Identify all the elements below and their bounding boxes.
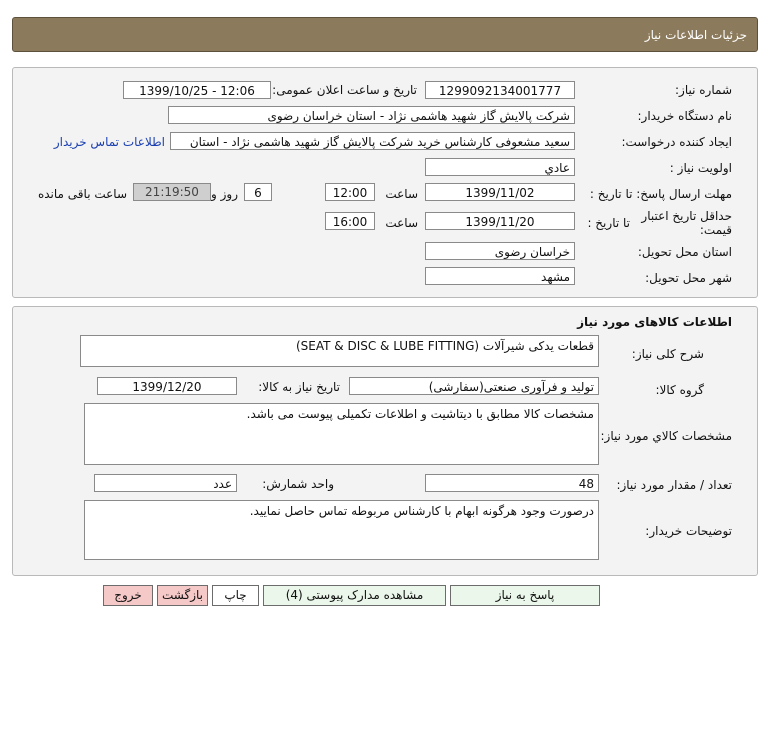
buyer-notes-field: درصورت وجود هرگونه ابهام با کارشناس مربوطه تماس حاصل نمایید. bbox=[84, 500, 599, 560]
goods-group-field: تولید و فرآوری صنعتی(سفارشی) bbox=[349, 377, 599, 395]
reply-button[interactable]: پاسخ به نیاز bbox=[450, 585, 600, 606]
province-field: خراسان رضوی bbox=[425, 242, 575, 260]
days-label: روز و bbox=[211, 187, 238, 201]
unit-field: عدد bbox=[94, 474, 237, 492]
goods-spec-label: مشخصات کالاي مورد نیاز: bbox=[600, 429, 732, 443]
unit-label: واحد شمارش: bbox=[262, 477, 334, 491]
goods-section-title: اطلاعات کالاهای مورد نیاز bbox=[577, 315, 732, 329]
quantity-label: تعداد / مقدار مورد نیاز: bbox=[616, 478, 732, 492]
deadline-time-field: 12:00 bbox=[325, 183, 375, 201]
need-desc-field: قطعات یدکی شیرآلات (SEAT & DISC & LUBE FITTING) bbox=[80, 335, 599, 367]
announce-label: تاریخ و ساعت اعلان عمومی: bbox=[272, 83, 417, 97]
validity-date-field: 1399/11/20 bbox=[425, 212, 575, 230]
province-label: استان محل تحویل: bbox=[637, 245, 732, 259]
days-remaining-field: 6 bbox=[244, 183, 272, 201]
buyer-org-field: شرکت پالایش گاز شهید هاشمی نژاد - استان خراسان رضوی bbox=[168, 106, 575, 124]
remaining-label: ساعت باقی مانده bbox=[37, 187, 127, 201]
buyer-contact-link[interactable]: اطلاعات تماس خریدار bbox=[53, 135, 165, 149]
priority-label: اولویت نیاز : bbox=[669, 161, 732, 175]
city-field: مشهد bbox=[425, 267, 575, 285]
validity-label: حداقل تاریخ اعتبار قیمت: bbox=[641, 209, 732, 237]
print-button[interactable]: چاپ bbox=[212, 585, 259, 606]
need-info-panel bbox=[12, 67, 758, 298]
need-date-label: تاریخ نیاز به کالا: bbox=[258, 380, 340, 394]
deadline-label: مهلت ارسال پاسخ: تا تاریخ : bbox=[589, 187, 732, 201]
priority-field: عادي bbox=[425, 158, 575, 176]
back-button[interactable]: بازگشت bbox=[157, 585, 208, 606]
validity-time-label: ساعت bbox=[385, 216, 418, 230]
city-label: شهر محل تحویل: bbox=[645, 271, 732, 285]
need-number-field: 1299092134001777 bbox=[425, 81, 575, 99]
need-date-field: 1399/12/20 bbox=[97, 377, 237, 395]
view-attachments-button[interactable]: مشاهده مدارک پیوستی (4) bbox=[263, 585, 446, 606]
remaining-time-field: 21:19:50 bbox=[133, 183, 211, 201]
announce-field: 1399/10/25 - 12:06 bbox=[123, 81, 271, 99]
deadline-time-label: ساعت bbox=[385, 187, 418, 201]
quantity-field: 48 bbox=[425, 474, 599, 492]
goods-spec-field: مشخصات کالا مطابق با دیتاشیت و اطلاعات تکمیلی پیوست می باشد. bbox=[84, 403, 599, 465]
requester-label: ایجاد کننده درخواست: bbox=[621, 135, 732, 149]
page-title: جزئیات اطلاعات نیاز bbox=[644, 28, 747, 42]
need-number-label: شماره نیاز: bbox=[675, 83, 732, 97]
need-desc-label: شرح کلی نیاز: bbox=[631, 347, 704, 361]
buyer-org-label: نام دستگاه خریدار: bbox=[637, 109, 732, 123]
page-header bbox=[12, 17, 758, 52]
exit-button[interactable]: خروج bbox=[103, 585, 153, 606]
goods-group-label: گروه کالا: bbox=[655, 383, 704, 397]
validity-to-label: تا تاریخ : bbox=[587, 216, 630, 230]
requester-field: سعید مشعوفی کارشناس خرید شرکت پالایش گاز شهید هاشمی نژاد - استان bbox=[170, 132, 575, 150]
validity-time-field: 16:00 bbox=[325, 212, 375, 230]
deadline-date-field: 1399/11/02 bbox=[425, 183, 575, 201]
buyer-notes-label: توضیحات خریدار: bbox=[645, 524, 732, 538]
